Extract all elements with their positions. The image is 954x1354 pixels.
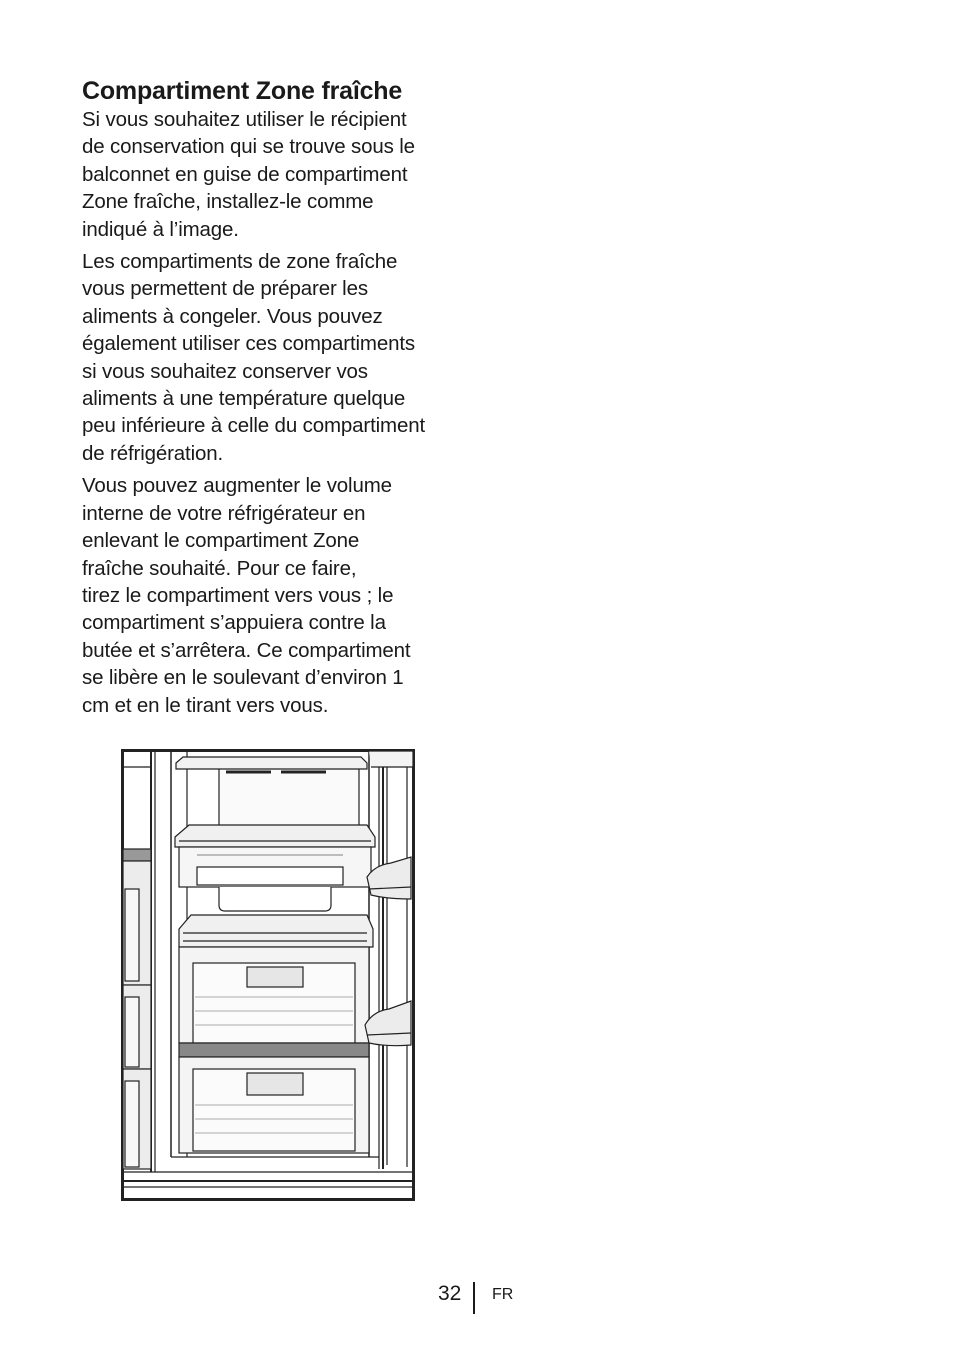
page-number: 32 [438,1282,462,1305]
language-code: FR [492,1286,514,1303]
paragraph-3: Vous pouvez augmenter le volume interne de votre réfrigérateur en enlevant le compartiment Zone fraîche souhaité. Pour ce faire, tirez le compartiment vers vous ; le compartiment s’appuiera contre la butée et s’arrêtera. Ce compartiment se libère en le soulevant d’environ 1 cm et en le tirant vers vous. [82,474,411,717]
fridge-interior-drawing [121,749,415,1201]
text-column [82,76,462,724]
fridge-illustration [121,749,415,1201]
footer-separator [473,1282,475,1314]
paragraph-2: Les compartiments de zone fraîche vous permettent de préparer les aliments à congeler. Vous pouvez également utiliser ces compartiments si vous souhaitez conserver vos aliments à une température quelque peu inférieure à celle du compartiment de réfrigération. [82,250,425,465]
paragraph-1: Si vous souhaitez utiliser le récipient de conservation qui se trouve sous le balconnet en guise de compartiment Zone fraîche, installez-le comme indiqué à l’image. [82,108,415,241]
section-title: Compartiment Zone fraîche [82,77,403,105]
page-footer [0,1280,954,1316]
